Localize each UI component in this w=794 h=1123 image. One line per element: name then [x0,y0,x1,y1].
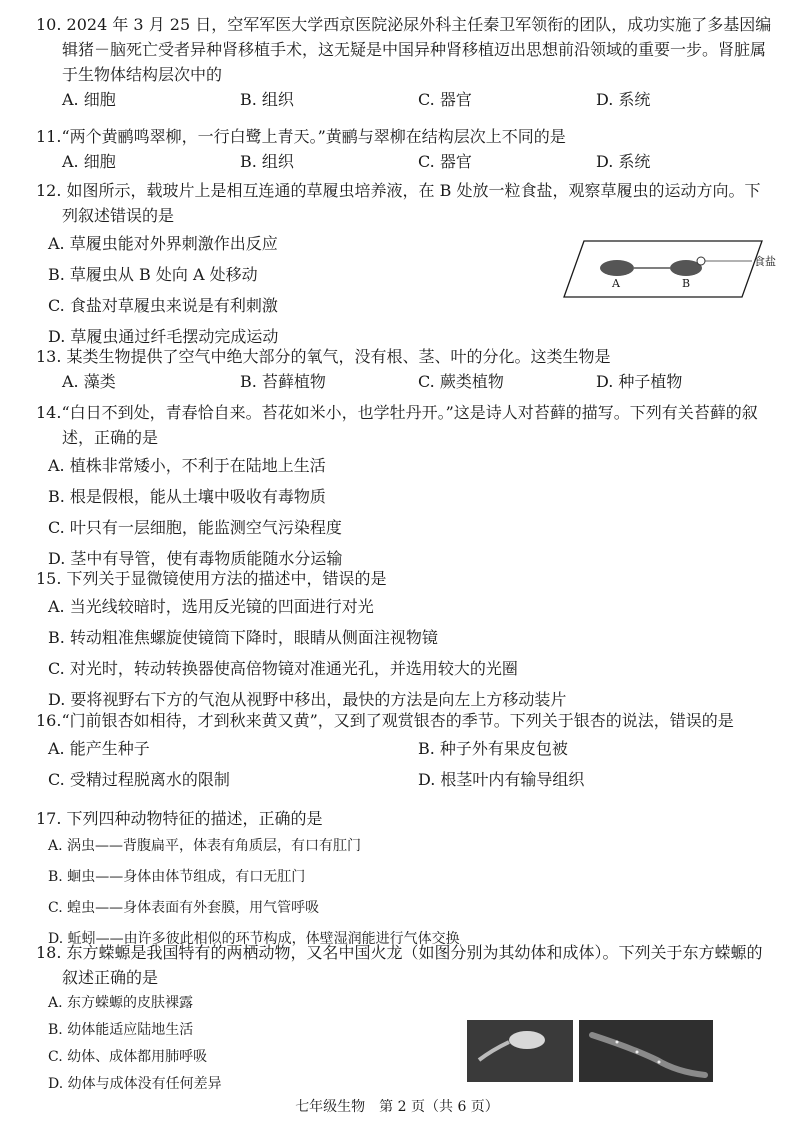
question-14-option-c: C. 叶只有一层细胞，能监测空气污染程度 [48,518,342,537]
question-17-option-c: C. 蝗虫——身体表面有外套膜，用气管呼吸 [48,900,320,916]
question-10 [36,12,774,112]
question-10-option-d: D. 系统 [596,90,651,109]
question-17-option-d: D. 蚯蚓——由许多彼此相似的环节构成，体壁湿润能进行气体交换 [48,931,460,947]
adult-spot [636,1051,639,1054]
drop-a [600,260,634,276]
question-18-option-d: D. 幼体与成体没有任何差异 [48,1076,222,1092]
salamander-photos [467,1020,713,1082]
question-14-option-d: D. 茎中有导管，使有毒物质能随水分运输 [48,549,343,568]
question-10-option-a: A. 细胞 [62,90,116,109]
question-16-option-b: B. 种子外有果皮包被 [418,739,568,758]
adult-spot [658,1061,661,1064]
question-11-option-a: A. 细胞 [62,152,116,171]
question-14-stem: 14.“白日不到处，青春恰自来。苔花如米小，也学牡丹开。”这是诗人对苔藓的描写。下列有关苔藓的叙述，正确的是 [36,403,758,447]
question-11-option-c: C. 器官 [418,152,472,171]
question-18-option-a: A. 东方蝾螈的皮肤裸露 [48,995,194,1011]
question-15-option-c: C. 对光时，转动转换器使高倍物镜对准通光孔，并选用较大的光圈 [48,659,518,678]
larva-body [509,1031,545,1049]
question-16-option-c: C. 受精过程脱离水的限制 [48,770,230,789]
question-14 [36,400,774,574]
question-17-option-b: B. 蛔虫——身体由体节组成，有口无肛门 [48,869,306,885]
question-10-option-b: B. 组织 [240,90,294,109]
question-16 [36,708,774,795]
question-13 [36,344,774,394]
question-15-option-d: D. 要将视野右下方的气泡从视野中移出，最快的方法是向左上方移动装片 [48,690,567,709]
question-10-stem: 10. 2024 年 3 月 25 日，空军军医大学西京医院泌尿外科主任秦卫军领衔的团队，成功实施了多基因编辑猪－脑死亡受者异种肾移植手术，这无疑是中国异种肾移植迈出思想前沿领域的重要一步。肾脏属于生物体结构层次中的 [36,15,772,84]
salt-label: 食盐 [754,255,776,268]
question-15-stem: 15. 下列关于显微镜使用方法的描述中，错误的是 [36,569,387,588]
question-15 [36,566,774,715]
question-18-stem: 18. 东方蝾螈是我国特有的两栖动物，又名中国火龙（如图分别为其幼体和成体）。下列关于东方蝾螈的叙述正确的是 [36,943,763,987]
question-17-option-a: A. 涡虫——背腹扁平，体表有角质层，有口有肛门 [48,838,362,854]
question-13-option-c: C. 蕨类植物 [418,372,504,391]
question-18-option-b: B. 幼体能适应陆地生活 [48,1022,194,1038]
question-14-option-b: B. 根是假根，能从土壤中吸收有毒物质 [48,487,326,506]
label-b: B [682,277,691,290]
question-11-option-b: B. 组织 [240,152,294,171]
question-15-option-b: B. 转动粗准焦螺旋使镜筒下降时，眼睛从侧面注视物镜 [48,628,438,647]
question-11-stem: 11.“两个黄鹂鸣翠柳，一行白鹭上青天。”黄鹂与翠柳在结构层次上不同的是 [36,127,566,146]
glass-slide [564,241,762,297]
question-13-stem: 13. 某类生物提供了空气中绝大部分的氧气，没有根、茎、叶的分化。这类生物是 [36,347,611,366]
question-12-option-b: B. 草履虫从 B 处向 A 处移动 [48,265,258,284]
paramecium-slide-figure [562,237,787,301]
question-14-option-a: A. 植株非常矮小，不利于在陆地上生活 [48,456,326,475]
question-11-option-d: D. 系统 [596,152,651,171]
page-footer: 七年级生物 第 2 页（共 6 页） [295,1099,499,1115]
question-12-stem: 12. 如图所示，载玻片上是相互连通的草履虫培养液，在 B 处放一粒食盐，观察草履虫的运动方向。下列叙述错误的是 [36,181,761,225]
question-13-options [62,369,774,394]
question-12-option-d: D. 草履虫通过纤毛摆动完成运动 [48,327,279,346]
question-12-option-a: A. 草履虫能对外界刺激作出反应 [48,234,278,253]
question-17 [36,806,774,955]
question-16-stem: 16.“门前银杏如相待，才到秋来黄又黄”，又到了观赏银杏的季节。下列关于银杏的说法，错误的是 [36,711,734,730]
question-17-stem: 17. 下列四种动物特征的描述，正确的是 [36,809,323,828]
question-13-option-a: A. 藻类 [62,372,116,391]
adult-spot [616,1041,619,1044]
question-13-option-b: B. 苔藓植物 [240,372,326,391]
question-13-option-d: D. 种子植物 [596,372,683,391]
salt-grain [697,257,705,265]
question-16-option-a: A. 能产生种子 [48,739,150,758]
label-a: A [612,277,620,290]
question-11-options [62,149,774,174]
question-10-option-c: C. 器官 [418,90,472,109]
question-18-option-c: C. 幼体、成体都用肺呼吸 [48,1049,208,1065]
question-10-options [62,87,774,112]
question-15-option-a: A. 当光线较暗时，选用反光镜的凹面进行对光 [48,597,374,616]
larva-photo [467,1020,573,1082]
question-16-options [48,733,774,795]
question-16-option-d: D. 根茎叶内有输导组织 [418,770,585,789]
question-12-option-c: C. 食盐对草履虫来说是有利刺激 [48,296,278,315]
question-11 [36,124,774,174]
